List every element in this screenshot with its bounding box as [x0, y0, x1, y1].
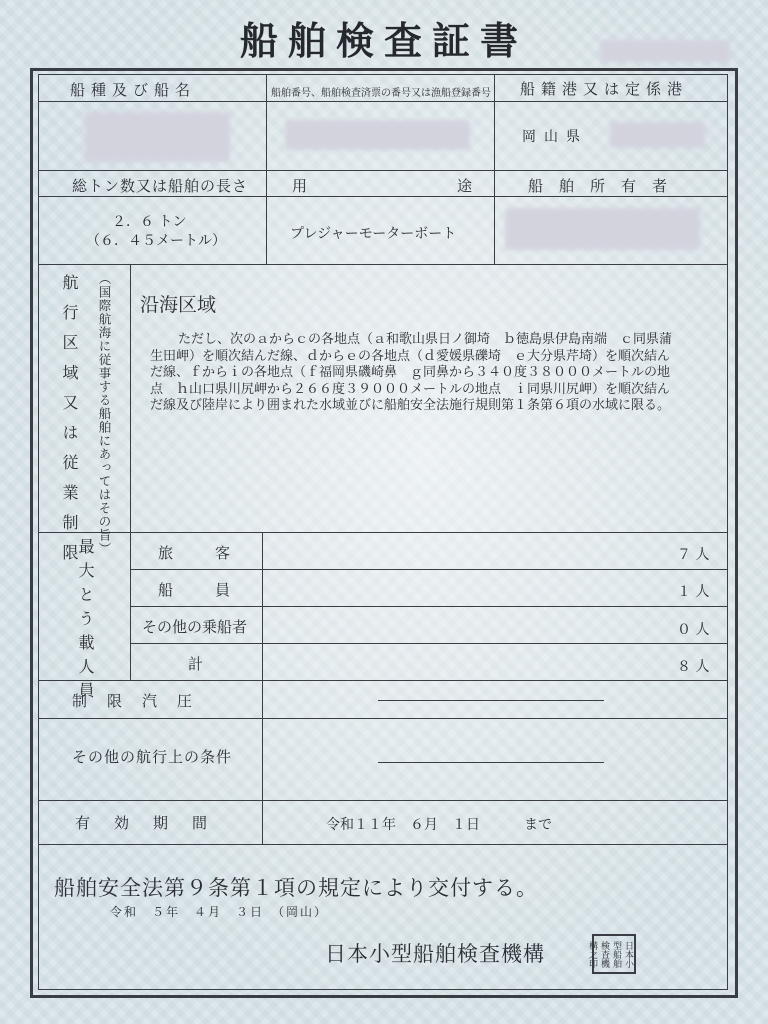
capacity-value-passengers: ７ 人 [677, 547, 710, 563]
label-ship-type-name: 船種及び船名 [70, 81, 197, 99]
rule [262, 532, 263, 844]
document-title: 船舶検査証書 [239, 18, 528, 63]
navigation-note: （国際航海に従事する船舶にあってはその旨） [97, 272, 112, 556]
rule [38, 196, 728, 197]
label-use-1: 用 [292, 177, 314, 195]
rule [38, 170, 728, 171]
capacity-value-other: ０ 人 [677, 622, 710, 638]
rule [266, 74, 267, 264]
issue-statement: 船舶安全法第９条第１項の規定により交付する。 [54, 876, 538, 900]
rule [38, 101, 728, 102]
label-tonnage: 総トン数又は船舶の長さ [72, 177, 249, 195]
label-max-capacity: 最大とう載人員 [76, 538, 95, 706]
capacity-label-passengers: 旅 客 [158, 544, 235, 562]
rule [38, 844, 728, 845]
redacted-serial [600, 40, 730, 62]
rule [38, 680, 728, 681]
capacity-value-total: ８ 人 [677, 659, 710, 675]
rule [130, 606, 728, 607]
issuing-organization: 日本小型船舶検査機構 [325, 942, 545, 966]
rule [130, 643, 728, 644]
capacity-label-crew: 船 員 [158, 581, 235, 599]
label-port: 船籍港又は定係港 [520, 80, 689, 98]
official-seal: 日本小型船舶検査機構之印 [592, 934, 636, 974]
label-ship-number: 船舶番号、船舶検査済票の番号又は漁船登録番号 [271, 88, 491, 99]
label-other-conditions: その他の航行上の条件 [72, 748, 233, 766]
use-value: プレジャーモーターボート [290, 226, 457, 242]
redacted-ship-number [285, 120, 470, 150]
navigation-description: ただし、次のａからｃの各地点（ａ和歌山県日ノ御埼 ｂ徳島県伊島南端 ｃ同県蒲生田岬）を順次結んだ線、ｄからｅの各地点（ｄ愛媛県礫埼 ｅ大分県芹埼）を順次結んだ線、ｆからｉの各地点（ｆ福岡県磯崎鼻 ｇ同鼻から３４０度３８０００メートルの地点 ｈ山口県川尻岬から２６６度３９０００メートルの地点 ｉ同県川尻岬）を順次結んだ線及び陸岸により囲まれた水域並びに船舶安全法施行規則第１条第６項の水域に限る。 [150, 332, 673, 413]
redacted-owner [505, 208, 700, 250]
pressure-blank-line [378, 700, 604, 701]
navigation-area-title: 沿海区域 [140, 294, 217, 316]
validity-value: 令和１１年 ６月 １日 [326, 817, 480, 833]
capacity-label-other: その他の乗船者 [142, 618, 248, 636]
port-value: 岡山県 [522, 129, 588, 145]
label-use-2: 途 [457, 177, 479, 195]
redacted-port-detail [610, 122, 705, 148]
tonnage-value: ２．６ トン [112, 214, 187, 230]
capacity-label-total: 計 [188, 655, 210, 673]
rule [38, 718, 728, 719]
redacted-ship-name [85, 112, 230, 162]
rule [38, 264, 728, 265]
length-value: （６．４５メートル） [86, 233, 226, 249]
label-owner: 船舶所有者 [528, 177, 684, 195]
conditions-blank-line [378, 762, 604, 763]
label-pressure: 制限汽圧 [72, 692, 213, 710]
validity-until: まで [524, 817, 552, 833]
label-validity: 有効期間 [75, 814, 232, 832]
rule [38, 532, 728, 533]
issue-date: 令和 ５年 ４月 ３日 （岡山） [110, 905, 329, 919]
rule [130, 569, 728, 570]
rule [38, 800, 728, 801]
capacity-value-crew: １ 人 [677, 584, 710, 600]
rule [494, 74, 495, 264]
label-navigation-area: 航行区域又は従業制限 [60, 274, 79, 574]
rule [130, 264, 131, 680]
